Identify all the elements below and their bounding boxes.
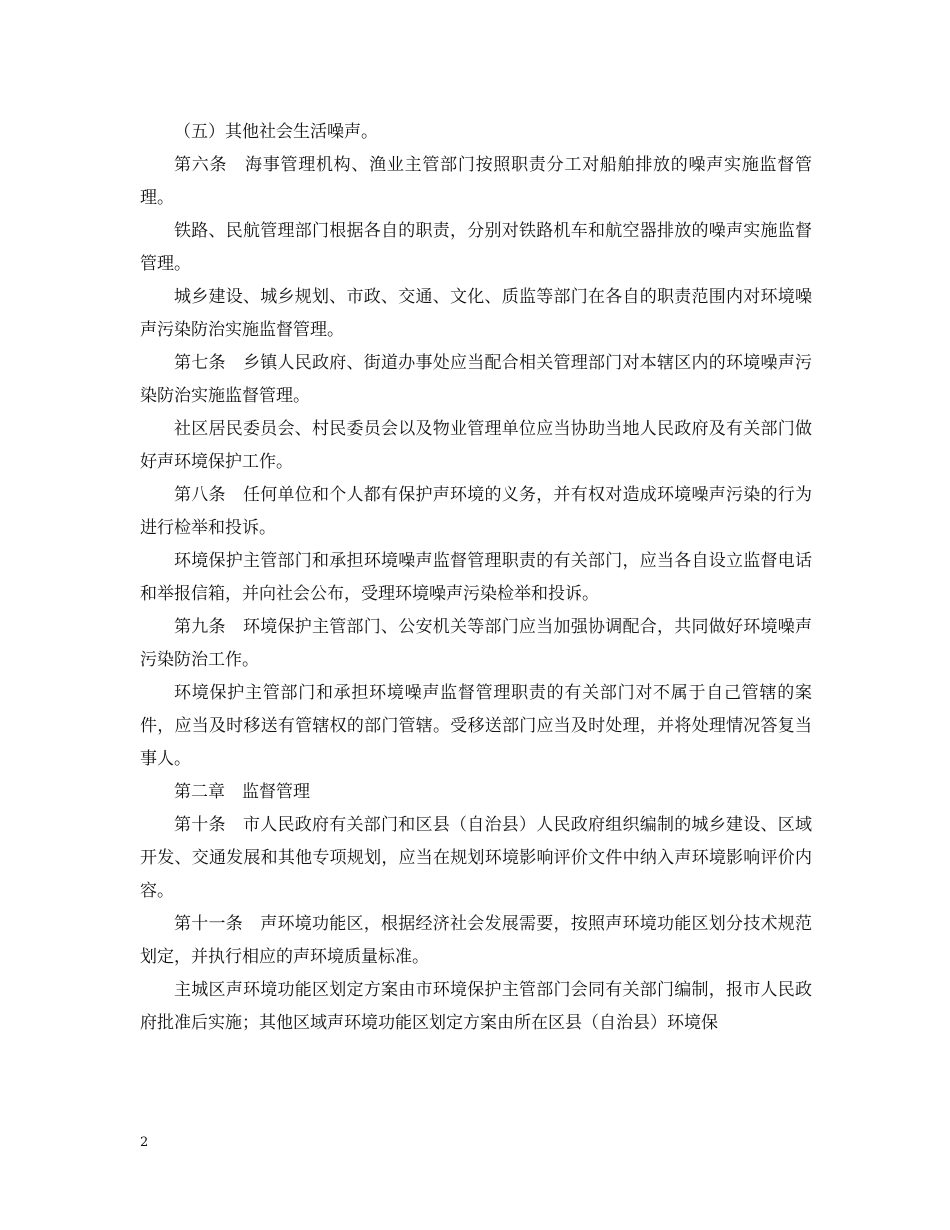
paragraph-7: 第八条 任何单位和个人都有保护声环境的义务，并有权对造成环境噪声污染的行为进行检举和投诉。 (140, 485, 812, 538)
document-body (140, 116, 812, 1040)
paragraph-12: 第十条 市人民政府有关部门和区县（自治县）人民政府组织编制的城乡建设、区域开发、交通发展和其他专项规划，应当在规划环境影响评价文件中纳入声环境影响评价内容。 (140, 815, 812, 901)
paragraph-5: 第七条 乡镇人民政府、街道办事处应当配合相关管理部门对本辖区内的环境噪声污染防治实施监督管理。 (140, 353, 812, 406)
paragraph-6: 社区居民委员会、村民委员会以及物业管理单位应当协助当地人民政府及有关部门做好声环境保护工作。 (140, 419, 812, 472)
paragraph-3: 铁路、民航管理部门根据各自的职责，分别对铁路机车和航空器排放的噪声实施监督管理。 (140, 221, 812, 274)
paragraph-14: 主城区声环境功能区划定方案由市环境保护主管部门会同有关部门编制，报市人民政府批准后实施；其他区域声环境功能区划定方案由所在区县（自治县）环境保 (140, 980, 812, 1033)
paragraph-1: （五）其他社会生活噪声。 (174, 122, 378, 142)
paragraph-13: 第十一条 声环境功能区，根据经济社会发展需要，按照声环境功能区划分技术规范划定，并执行相应的声环境质量标准。 (140, 914, 812, 967)
chapter-heading: 第二章 监督管理 (174, 782, 310, 802)
paragraph-10: 环境保护主管部门和承担环境噪声监督管理职责的有关部门对不属于自己管辖的案件，应当及时移送有管辖权的部门管辖。受移送部门应当及时处理，并将处理情况答复当事人。 (140, 683, 812, 769)
paragraph-4: 城乡建设、城乡规划、市政、交通、文化、质监等部门在各自的职责范围内对环境噪声污染防治实施监督管理。 (140, 287, 812, 340)
paragraph-9: 第九条 环境保护主管部门、公安机关等部门应当加强协调配合，共同做好环境噪声污染防治工作。 (140, 617, 812, 670)
paragraph-2: 第六条 海事管理机构、渔业主管部门按照职责分工对船舶排放的噪声实施监督管理。 (140, 155, 812, 208)
paragraph-8: 环境保护主管部门和承担环境噪声监督管理职责的有关部门，应当各自设立监督电话和举报信箱，并向社会公布，受理环境噪声污染检举和投诉。 (140, 551, 812, 604)
page-number: 2 (140, 1135, 149, 1150)
